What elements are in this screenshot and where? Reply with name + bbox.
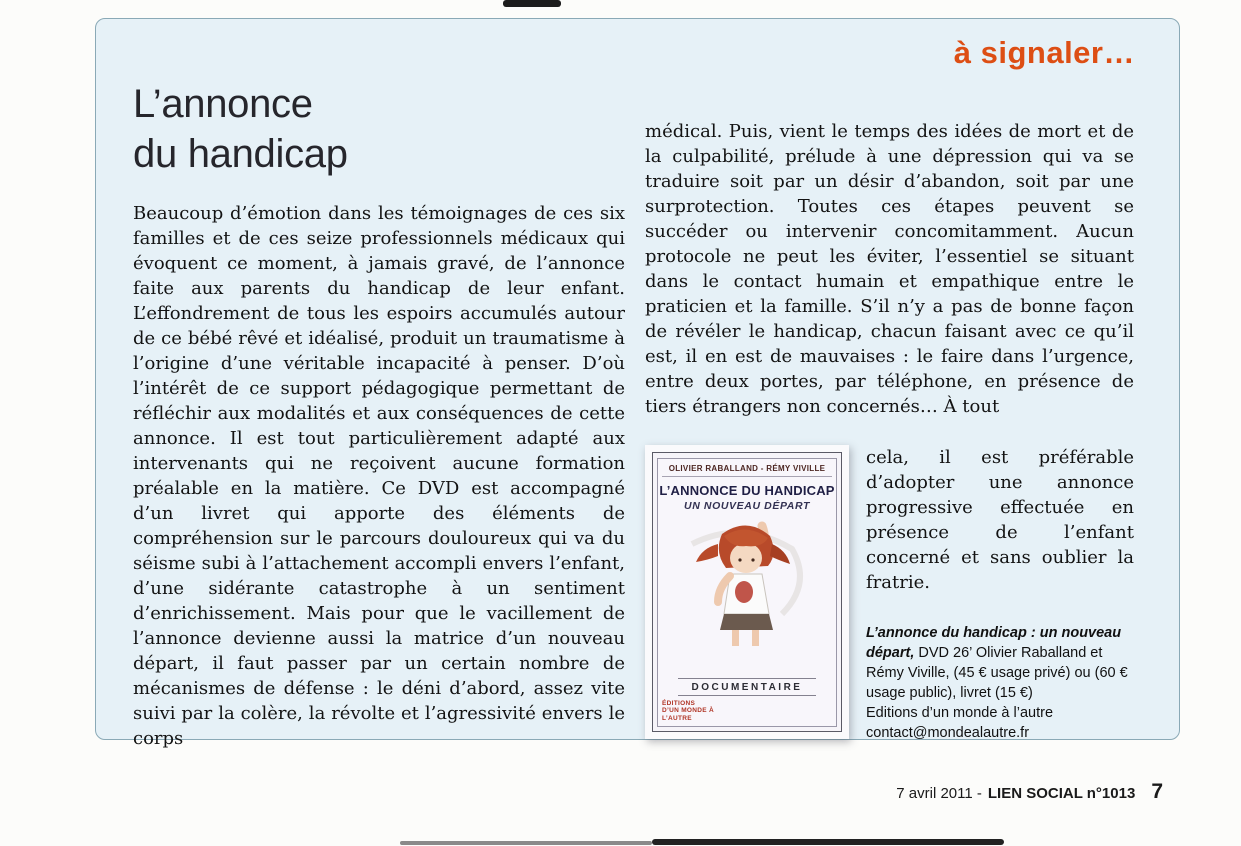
caption-contact-email: contact@mondealautre.fr (866, 725, 1030, 741)
footer-date: 7 avril 2011 - (896, 785, 982, 802)
dvd-title: L’ANNONCE DU HANDICAP (659, 483, 835, 498)
article-column-right (645, 119, 1134, 743)
scan-artifact-bottom-right (652, 839, 1004, 845)
article-panel (95, 18, 1180, 749)
dvd-authors: OLIVIER RABALLAND - RÉMY VIVILLE (662, 464, 832, 477)
article-title-line2: du handicap (133, 132, 348, 176)
footer-magazine-issue: LIEN SOCIAL n°1013 (987, 785, 1136, 802)
section-header: à signaler… (953, 35, 1135, 70)
body-paragraph-wrap: cela, il est préférable d’adopter une annonce progressive effectuée en présence de l’enfant concerné et sans oublier la fratrie. (866, 447, 1134, 593)
scan-artifact-top (503, 0, 561, 7)
dvd-cover-card (652, 452, 842, 732)
media-and-text-row (645, 445, 1134, 743)
body-paragraph-right: médical. Puis, vient le temps des idées de mort et de la culpabilité, prélude à une dépression qui va se traduire soit par un désir d’abandon, soit par une surprotection. Toutes ces étapes peuvent se succéder ou intervenir concomitamment. Aucun protocole ne peut les éviter, l’essentiel se situant dans le contact humain et empathique entre le praticien et la famille. S’il n’y a pas de bonne façon de révéler le handicap, chacun faisant avec ce qu’il est, il en est de mauvaises : le faire dans l’urgence, entre deux portes, par téléphone, en présence de tiers étrangers non concernés… À tout (645, 121, 1134, 417)
dvd-cover-inner (657, 458, 837, 727)
dvd-cover-image (645, 445, 849, 739)
dvd-genre-banner: DOCUMENTAIRE (678, 678, 817, 696)
dvd-publisher-logo: ÉDITIONS D’UN MONDE À L’AUTRE (662, 699, 714, 722)
dvd-subtitle: UN NOUVEAU DÉPART (684, 500, 810, 512)
caption-title: L’annonce du handicap : un nouveau départ, (866, 625, 1122, 661)
dvd-publisher-row (662, 700, 832, 723)
caption-publisher: Editions d’un monde à l’autre (866, 705, 1054, 721)
caption-details: DVD 26’ Olivier Raballand et Rémy Viville, (45 € usage privé) ou (60 € usage public), livret (15 €) (866, 645, 1128, 701)
article-title-line1: L’annonce (133, 82, 313, 126)
footer-page-number: 7 (1151, 780, 1163, 803)
scan-artifact-bottom-left (400, 841, 652, 845)
body-paragraph-left: Beaucoup d’émotion dans les témoignages de ces six familles et de ces seize professionnels médicaux qui évoquent ce moment, à jamais gravé, de l’annonce faite aux parents du handicap de leur enfant. L’effondrement de tous les espoirs accumulés autour de ce bébé rêvé et idéalisé, produit un traumatisme à l’origine d’une véritable incapacité à penser. D’où l’intérêt de ce support pédagogique permettant de réfléchir aux modalités et aux conséquences de cette annonce. Il est tout particulièrement adapté aux intervenants qui ne reçoivent aucune formation préalable en la matière. Ce DVD est accompagné d’un livret qui apporte des éléments de compréhension sur le parcours douloureux qui va du séisme subi à l’attachement accompli envers l’enfant, d’une sidérante catastrophe à un sentiment d’enrichissement. Mais pour que le vacillement de l’annonce devienne aussi la matrice d’un nouveau départ, il faut passer par un certain nombre de mécanismes de défense : le déni d’abord, assez vite suivi par la colère, la révolte et l’agressivité envers le corps (133, 203, 625, 749)
dvd-caption (866, 623, 1134, 743)
article-title (133, 79, 348, 179)
wrap-column (866, 445, 1134, 743)
page-footer (896, 780, 1163, 804)
article-column-left (133, 201, 625, 751)
dvd-cover-illustration (672, 514, 822, 654)
